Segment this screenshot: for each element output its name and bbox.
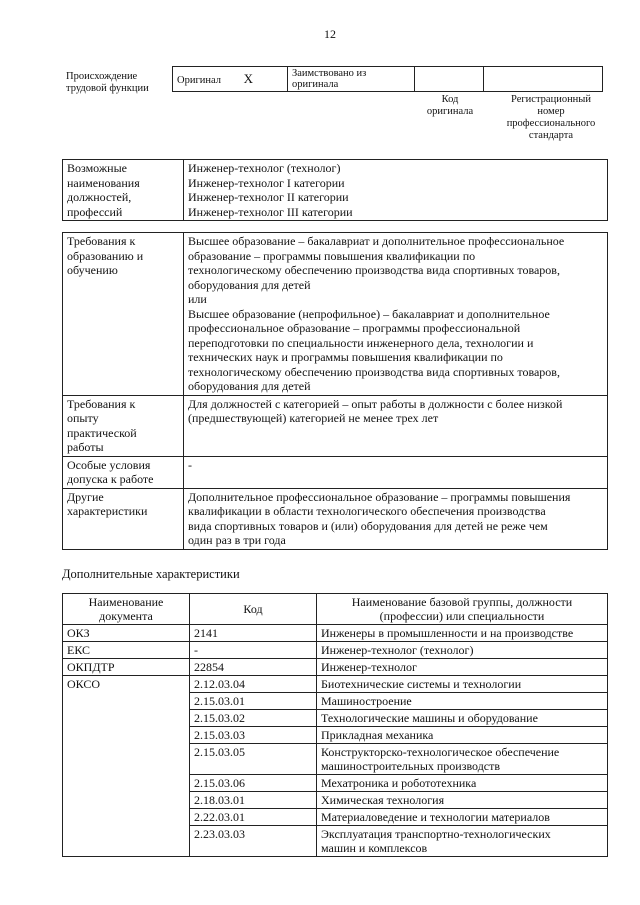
code-cell: -: [190, 642, 317, 659]
origin-label-line: трудовой функции: [66, 83, 149, 94]
group-name-line: машин и комплексов: [321, 841, 428, 855]
group-name-line: Прикладная механика: [321, 728, 434, 742]
header-line: Код: [243, 602, 263, 616]
job-title: Инженер-технолог III категории: [188, 204, 353, 219]
group-name-cell: [317, 676, 608, 693]
label-line: опыту: [67, 411, 99, 425]
caption-line: Код: [441, 94, 459, 105]
requirements-table: [62, 232, 608, 550]
text-line: Высшее образование (непрофильное) – бакалавриат и дополнительное: [188, 306, 550, 321]
group-name-line: Эксплуатация транспортно-технологических: [321, 827, 551, 841]
label-line: образованию и: [67, 248, 144, 263]
special-conditions-label: [63, 456, 184, 488]
header-row: [63, 594, 608, 625]
group-name-cell: [317, 710, 608, 727]
experience-label: [63, 395, 184, 456]
text-line: технологическому обеспечению производства вида спортивных товаров,: [188, 263, 560, 277]
header-line: (профессии) или специальности: [379, 609, 545, 623]
text-line: Высшее образование – бакалавриат и дополнительное профессиональное: [188, 234, 565, 248]
special-conditions-row: [63, 456, 608, 488]
group-name-cell: [317, 775, 608, 792]
group-name-cell: [317, 625, 608, 642]
group-name-cell: [317, 744, 608, 775]
table-row: [63, 676, 608, 693]
registration-number-caption: [496, 94, 606, 142]
job-title: Инженер-технолог I категории: [188, 175, 345, 190]
additional-body: [63, 625, 608, 857]
job-title: Инженер-технолог (технолог): [188, 161, 341, 175]
original-cell: [173, 67, 288, 92]
group-name-cell: [317, 792, 608, 809]
label-line: работы: [67, 440, 104, 454]
special-conditions-text: [184, 456, 608, 488]
group-name-cell: [317, 826, 608, 857]
education-label: [63, 233, 184, 396]
header-line: Наименование: [88, 595, 164, 609]
borrowed-label-line: Заимствовано из: [292, 68, 367, 79]
group-name-cell: [317, 727, 608, 744]
code-cell: 2.22.03.01: [190, 809, 317, 826]
header-line: Наименование базовой группы, должности: [351, 595, 573, 609]
label-line: профессий: [67, 204, 123, 219]
text-line: квалификации в области технологического обеспечения производства: [188, 504, 546, 518]
group-name-cell: [317, 809, 608, 826]
group-name-line: машиностроительных производств: [321, 759, 501, 773]
original-label: Оригинал: [177, 75, 221, 86]
caption-line: номер: [537, 106, 565, 117]
table-row: [63, 625, 608, 642]
group-name-line: Материаловедение и технологии материалов: [321, 810, 550, 824]
education-row: [63, 233, 608, 396]
group-name-line: Инженеры в промышленности и на производстве: [321, 626, 574, 640]
header-code: [190, 594, 317, 625]
text-line: вида спортивных товаров и (или) оборудования для детей не реже чем: [188, 518, 548, 533]
caption-line: стандарта: [528, 130, 574, 141]
additional-characteristics-title: Дополнительные характеристики: [62, 567, 240, 581]
code-cell: 2.18.03.01: [190, 792, 317, 809]
origin-label-line: Происхождение: [66, 71, 138, 82]
document-cell: ОКСО: [63, 676, 190, 857]
group-name-line: Инженер-технолог (технолог): [321, 643, 474, 657]
text-line: оборудования для детей: [188, 379, 311, 393]
label-line: Требования к: [67, 234, 136, 248]
label-line: наименования: [67, 175, 140, 190]
label-line: обучению: [67, 263, 118, 277]
other-characteristics-text: [184, 488, 608, 549]
other-characteristics-row: [63, 488, 608, 549]
experience-row: [63, 395, 608, 456]
label-line: характеристики: [67, 504, 148, 518]
borrowed-label-line: оригинала: [292, 79, 339, 90]
code-cell: 2.12.03.04: [190, 676, 317, 693]
header-line: документа: [99, 609, 153, 623]
text-line: или: [188, 292, 207, 306]
text-line: оборудования для детей: [188, 277, 311, 292]
group-name-cell: [317, 659, 608, 676]
code-cell: 22854: [190, 659, 317, 676]
origin-table: [172, 66, 603, 92]
registration-number-cell: [484, 67, 603, 92]
additional-characteristics-table: [62, 593, 608, 857]
group-name-line: Химическая технология: [321, 793, 445, 807]
text-line: -: [188, 457, 192, 472]
document-cell: ОКПДТР: [63, 659, 190, 676]
code-cell: 2141: [190, 625, 317, 642]
code-cell: 2.15.03.02: [190, 710, 317, 727]
group-name-line: Мехатроника и робототехника: [321, 776, 477, 790]
label-line: Особые условия: [67, 457, 151, 472]
caption-line: оригинала: [426, 106, 474, 117]
text-line: переподготовки по специальности инженерного дела, технологии и: [188, 335, 534, 350]
caption-line: профессионального: [506, 118, 596, 129]
possible-names-table: [62, 159, 608, 221]
text-line: Для должностей с категорией – опыт работы в должности с более низкой: [188, 396, 563, 411]
header-group-name: [317, 594, 608, 625]
label-line: должностей,: [67, 190, 132, 204]
text-line: технологическому обеспечению производства вида спортивных товаров,: [188, 364, 560, 379]
document-cell: ЕКС: [63, 642, 190, 659]
group-name-line: Биотехнические системы и технологии: [321, 677, 522, 691]
origin-label: [66, 71, 166, 95]
education-text: [184, 233, 608, 396]
possible-names-list: [184, 160, 608, 221]
original-mark: X: [243, 71, 254, 86]
other-characteristics-label: [63, 488, 184, 549]
group-name-line: Машиностроение: [321, 694, 412, 708]
text-line: профессиональное образование – программы профессиональной: [188, 321, 521, 335]
group-name-line: Технологические машины и оборудование: [321, 711, 538, 725]
page-number: 12: [324, 27, 336, 41]
original-code-caption: [420, 94, 480, 118]
header-document: [63, 594, 190, 625]
text-line: Дополнительное профессиональное образование – программы повышения: [188, 489, 571, 504]
label-line: практической: [67, 425, 137, 440]
code-cell: 2.23.03.03: [190, 826, 317, 857]
label-line: Возможные: [67, 161, 127, 175]
code-cell: 2.15.03.06: [190, 775, 317, 792]
code-cell: 2.15.03.03: [190, 727, 317, 744]
code-cell: 2.15.03.01: [190, 693, 317, 710]
document-cell: ОКЗ: [63, 625, 190, 642]
original-code-cell: [415, 67, 484, 92]
label-line: допуска к работе: [67, 472, 154, 486]
group-name-cell: [317, 693, 608, 710]
text-line: один раз в три года: [188, 533, 286, 547]
label-line: Требования к: [67, 396, 136, 411]
group-name-line: Инженер-технолог: [321, 660, 417, 674]
code-cell: 2.15.03.05: [190, 744, 317, 775]
experience-text: [184, 395, 608, 456]
table-row: [63, 642, 608, 659]
label-line: Другие: [67, 489, 104, 504]
borrowed-cell: [288, 67, 415, 92]
group-name-line: Конструкторско-технологическое обеспечение: [321, 745, 560, 759]
possible-names-label: [63, 160, 184, 221]
text-line: образование – программы повышения квалификации по: [188, 248, 476, 263]
text-line: (предшествующей) категорией не менее трех лет: [188, 411, 439, 425]
job-title: Инженер-технолог II категории: [188, 190, 349, 204]
text-line: технических наук и программы повышения квалификации по: [188, 350, 503, 364]
caption-line: Регистрационный: [511, 94, 591, 105]
group-name-cell: [317, 642, 608, 659]
table-row: [63, 659, 608, 676]
